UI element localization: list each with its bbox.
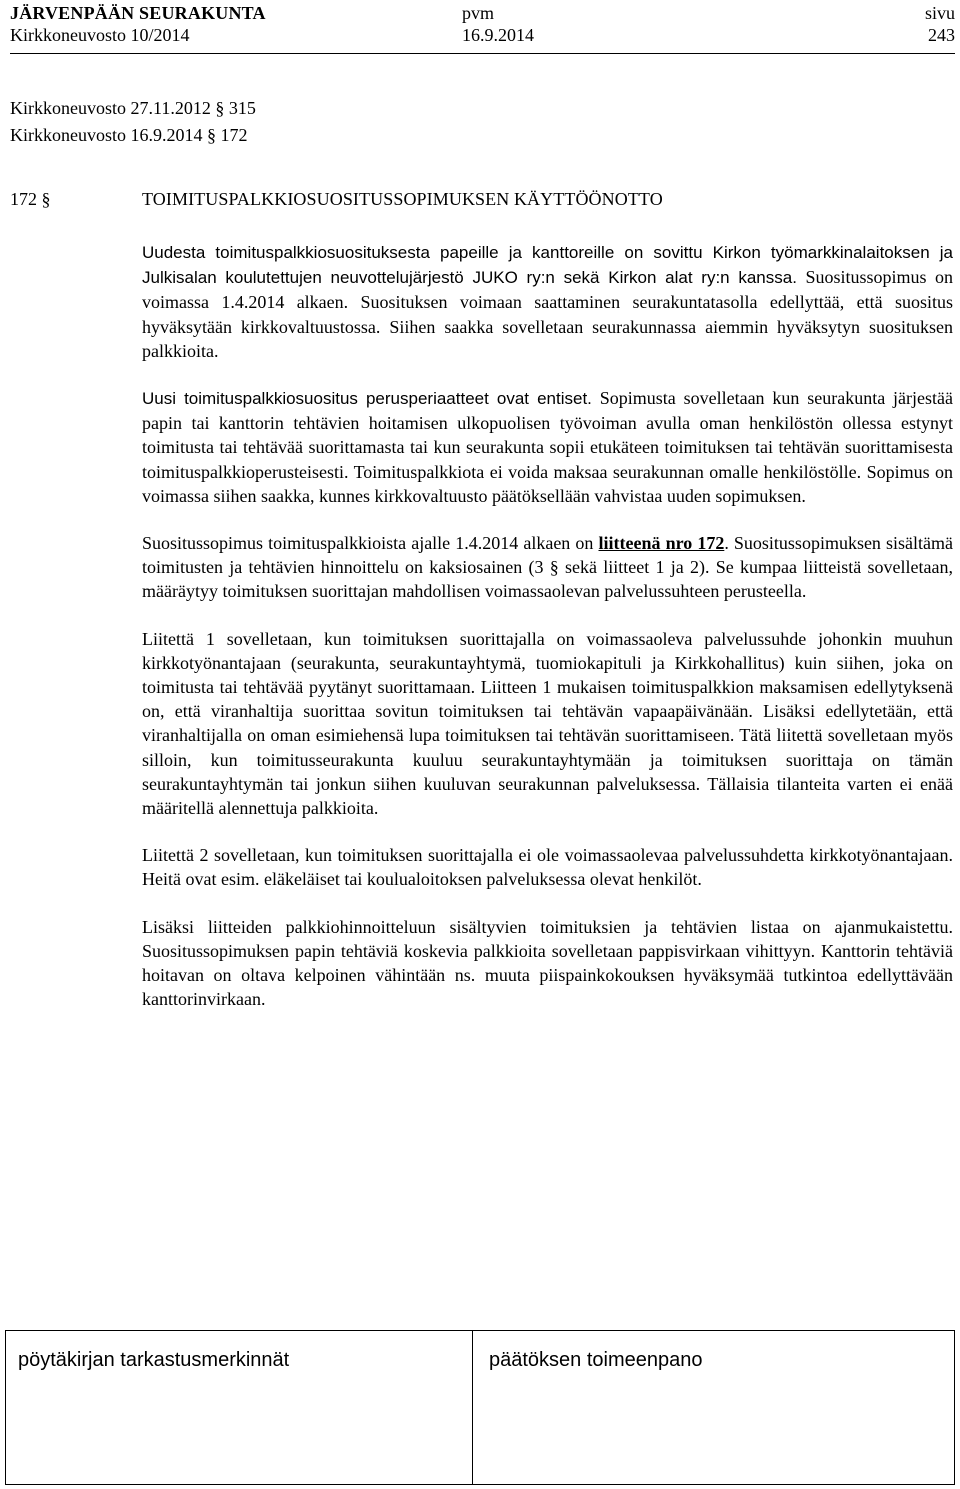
attachment-link[interactable]: liitteenä nro 172 — [598, 533, 725, 554]
implementation-box — [473, 1330, 955, 1485]
paragraph-lead-sans: Uusi toimituspalkkiosuositus perusperiaatteet ovat entiset. — [142, 389, 592, 409]
page-label: sivu — [924, 3, 955, 23]
organization-name: JÄRVENPÄÄN SEURAKUNTA — [10, 3, 266, 23]
review-marks-label: pöytäkirjan tarkastusmerkinnät — [18, 1349, 290, 1371]
paragraph-text: Sopimusta sovelletaan kun seurakunta järjestää papin tai kanttorin tehtävien hoitamisen ulkopuolisen työvoiman avulla oman henkilöstön ollessa estynyt toimitusta tai tehtävää suorittamasta tai kun seurakunta sopii etukäteen toimituksen tai tehtävän suorittamisesta toimituspalkkioperusteisesti. Toimituspalkkiota ei voida maksaa seurakunnan omalle henkilöstölle. Sopimus on voimassa siihen saakka, kunnes kirkkovaltuusto päätöksellään vahvistaa uuden sopimuksen. — [142, 388, 953, 506]
reference-line: Kirkkoneuvosto 16.9.2014 § 172 — [10, 125, 248, 145]
paragraph-text: Suositussopimus on voimassa 1.4.2014 alkaen. Suosituksen voimaan saattaminen seurakuntatasolla edellyttää, että suositus hyväksytään kirkkovaltuustossa. Siihen saakka sovelletaan seurakunnassa aiemmin hyväksytyn suosituksen palkkioita. — [142, 267, 953, 361]
header-divider — [10, 53, 955, 54]
paragraph — [142, 240, 953, 363]
paragraph-text: Suositussopimus toimituspalkkioista ajalle 1.4.2014 alkaen on — [142, 533, 594, 554]
paragraph: Liitettä 1 sovelletaan, kun toimituksen suorittajalla on voimassaoleva palvelussuhde johonkin muuhun kirkkotyönantajaan (seurakunta, seurakuntayhtymä, tuomiokapituli ja Kirkkohallitus) kuin siihen, joka on toimitusta tai tehtävää pyytänyt suorittamaan. Liitteen 1 mukaisen toimituspalkkion maksamisen edellytyksenä on, että viranhaltija suorittaa sovitun toimituksen tai tehtävän vapaapäivänään. Lisäksi edellytetään, että viranhaltijalla on oman esimiehensä lupa toimituksen tai tehtävän suorittamiseen. Tätä liitettä sovelletaan myös silloin, kun toimitusseurakunta kuuluu seurakuntayhtymään ja toimituksen suorittaja on tämän seurakuntayhtymän tai jonkun siihen kuuluvan seurakunnan palveluksessa. Tällaisia tilanteita varten ei enää määritellä alennettuja palkkioita. — [142, 628, 953, 819]
references — [10, 95, 256, 149]
review-marks-box — [5, 1330, 473, 1485]
paragraph — [142, 386, 953, 508]
paragraph: Liitettä 2 sovelletaan, kun toimituksen suorittajalla ei ole voimassaolevaa palvelussuhdetta kirkkotyönantajaan. Heitä ovat esim. eläkeläiset tai koulualoitoksen palveluksessa olevat henkilöt. — [142, 845, 953, 890]
section-body — [142, 240, 953, 1011]
paragraph: Lisäksi liitteiden palkkiohinnoitteluun sisältyvien toimituksien ja tehtävien listaa on ajanmukaistettu. Suositussopimuksen papin tehtäviä koskevia palkkioita sovelletaan pappisvirkaan vihittyyn. Kanttorin tehtäviä hoitavan on oltava kelpoinen vähintään ns. muuta piispainkokouksen hyväksymää tutkintoa edellyttävään kanttorinvirkaan. — [142, 916, 953, 1010]
paragraph-text-sans: Uudesta toimituspalkkiosuosituksesta papeille ja kanttoreille on sovittu Kirkon työmarkkinalaitoksen ja Julkisalan koulutettujen neuvottelujärjestö JUKO ry:n sekä Kirkon alat ry:n kanssa. — [142, 243, 953, 288]
document-date: 16.9.2014 — [462, 25, 534, 45]
section-number: 172 § — [10, 189, 51, 209]
page-number: 243 — [928, 25, 955, 45]
implementation-label: päätöksen toimeenpano — [489, 1349, 703, 1371]
paragraph-text: . Suositussopimuksen sisältämä toimitusten ja tehtävien hinnoittelu on kaksiosainen (3 § sekä liitteet 1 ja 2). Se kumpaa liitteistä sovelletaan, määräytyy toimituksen suorittajan mahdollisen voimassaolevan palvelussuhteen perusteella. — [142, 533, 954, 602]
paragraph — [142, 531, 953, 604]
date-label: pvm — [462, 3, 495, 23]
document-id: Kirkkoneuvosto 10/2014 — [10, 25, 190, 45]
section-title: TOIMITUSPALKKIOSUOSITUSSOPIMUKSEN KÄYTTÖÖNOTTO — [142, 189, 663, 209]
reference-line: Kirkkoneuvosto 27.11.2012 § 315 — [10, 98, 256, 118]
page-header — [10, 2, 955, 64]
